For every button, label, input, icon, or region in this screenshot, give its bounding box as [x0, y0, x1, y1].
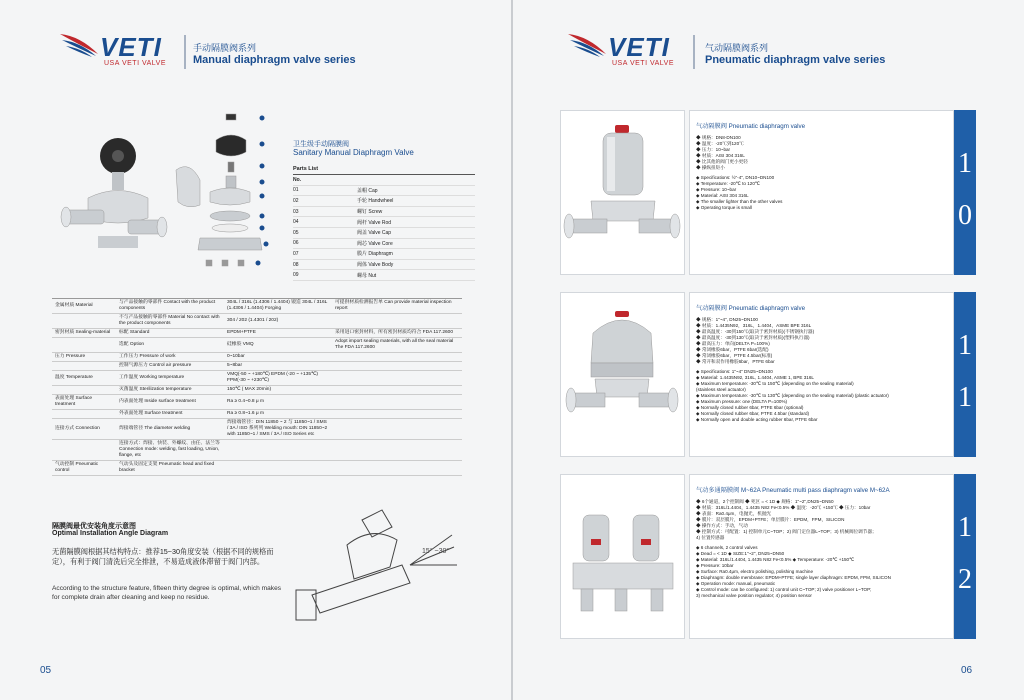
parts-list: [293, 164, 475, 281]
part-name: 阀芯 Valve Core: [357, 240, 393, 247]
spec-cell: [332, 377, 462, 379]
part-number: 05: [293, 229, 299, 236]
spec-line: ◆ Temperature: -20℃ to 120℃: [696, 181, 761, 186]
multi-pass-valve-image: [561, 475, 684, 638]
spec-line: ◆ Specifications: ½"-4", DN10~DN100: [696, 175, 775, 180]
spec-row: [52, 353, 462, 362]
sanitary-title-cn: 卫生级手动隔膜阀: [293, 141, 349, 148]
spec-cell: Adopt import sealing materials, with all the seal material The FDA 117.2600: [335, 339, 454, 350]
logo-sub: USA VETI VALVE: [612, 60, 674, 67]
spec-line: ◆ 常闭橡胶6bar，PTFE 6bar(选配): [696, 347, 769, 352]
parts-list-col-header: [293, 175, 475, 186]
spec-cell: [332, 449, 462, 451]
series-title-en: Pneumatic diaphragm valve series: [705, 54, 886, 66]
page-number-left: 05: [40, 665, 52, 676]
part-number: 06: [293, 240, 299, 247]
spec-line: 3) mechanical valve position regulator; 4) position sensor: [696, 593, 812, 598]
spec-line: ◆ Maximum pressure: one (DELTA P=100%): [696, 399, 788, 404]
product-card-10: [560, 110, 976, 275]
product-tab-11: [954, 292, 976, 457]
tab-digit: 0: [958, 200, 972, 231]
spec-cell: [332, 320, 462, 322]
logo-brand: VETI: [100, 32, 162, 62]
tab-digit: 1: [958, 512, 972, 543]
product-card-12: [560, 474, 976, 639]
spec-line: ◆ 规格：DN8-DN100: [696, 135, 741, 140]
spec-line: ◆ 操作方式：手动，气动: [696, 523, 748, 528]
spec-line: ◆ 最高温度：-30到150℃(取决于密封材质)(不锈钢执行器): [696, 329, 815, 334]
spec-cell: [52, 320, 116, 322]
tab-digit: 1: [958, 382, 972, 413]
spec-cell: 灭菌温度 Sterilization temperature: [119, 387, 192, 392]
angle-description-en: According to the structure feature, fifteen thirty degree is optimal, which makes for complete drain after cleaning and keep no residue.: [52, 585, 282, 601]
spec-cell: [52, 389, 116, 391]
product-image-box: [560, 110, 685, 275]
spec-line: ◆ 规格：1"~4", DN25~DN100: [696, 317, 758, 322]
part-name: 螺母 Nut: [357, 272, 377, 279]
installation-angle-diagram: [292, 505, 462, 630]
part-number: 01: [293, 187, 299, 194]
spec-line: ◆ 常开和双作用橡胶6bar，PTFE 6bar: [696, 359, 775, 364]
product-tab-12: [954, 474, 976, 639]
spec-cell: [224, 467, 332, 469]
spec-cell: VMQ(-50 ~ +180℃) EPDM (-20 ~ +135℃) FPM(-30 ~ +230℃): [227, 372, 319, 383]
spec-line: ◆ 6个通道，2个控制阀 ◆ 死区 = < 1D ◆ 规格：1"~2",DN25~DN50: [696, 499, 834, 504]
part-name: 手轮 Handwheel: [357, 198, 394, 205]
spec-cell: Ra ≥ 0.8~1.6 μ m: [227, 411, 264, 416]
spec-row: [52, 461, 462, 476]
parts-list-header: Parts List: [293, 164, 475, 175]
spec-cell: [332, 467, 462, 469]
part-name: 阀杆 Valve Rod: [357, 219, 392, 226]
spec-cell: [332, 413, 462, 415]
spec-line: ◆ Dead = < 1D ◆ SIZE:1"~2", DN25~DN50: [696, 551, 785, 556]
spec-line: ◆ 6 channels, 2 control valves: [696, 545, 758, 550]
spec-cell: [332, 401, 462, 403]
spec-line: ◆ Normally closed rubber 6bar, PTFE 4.5bar (standard): [696, 411, 810, 416]
logo-sub: USA VETI VALVE: [104, 60, 166, 67]
spec-cell: [332, 365, 462, 367]
angle-diagram-title-en: Optimal Installation Angle Diagram: [52, 530, 169, 537]
spec-cell: 工作压力 Pressure of work: [119, 354, 176, 359]
spec-line: ◆ Operation mode: manual, pneumatic: [696, 581, 776, 586]
series-title-cn: 手动隔膜阀系列: [193, 43, 257, 53]
angle-diagram-title-cn: 隔膜阀最优安装角度示意图: [52, 523, 136, 530]
tab-digit: 1: [958, 148, 972, 179]
spec-line: ◆ Maximum temperature: -30℃ to 150℃ (depending on the sealing material): [696, 381, 854, 386]
veti-swoosh-icon: [566, 32, 610, 58]
spec-table: [52, 298, 462, 476]
parts-row: [293, 239, 475, 250]
spec-cell: 表面处理 Surface treatment: [55, 396, 93, 407]
part-number: 03: [293, 208, 299, 215]
spec-row: [52, 419, 462, 440]
product-spec-lines: [696, 499, 946, 599]
product-title: 气动隔膜阀 Pneumatic diaphragm valve: [696, 305, 806, 312]
spec-row: [52, 299, 462, 314]
spec-line: ◆ 材质：AISI 304 316L: [696, 153, 745, 158]
spec-cell: EPDM+PTFE: [227, 330, 256, 335]
spec-cell: 0~10bar: [227, 354, 245, 359]
spec-row: [52, 362, 462, 371]
exploded-view-image: [170, 110, 270, 275]
part-name: 螺钉 Screw: [357, 209, 383, 216]
spec-line: ◆ Surface: Ra0.4μm, electro polishing, polishing machine: [696, 569, 813, 574]
spec-line: ◆ Material: 1.4435N92, 316L, 1.4404, ASME 1, BPE 316L: [696, 375, 814, 380]
parts-row: [293, 270, 475, 281]
spec-cell: 内表面处理 Inside surface treatment: [119, 399, 196, 404]
veti-logo-right: [566, 28, 686, 68]
spec-cell: Ra ≥ 0.4~0.8 μ m: [227, 399, 264, 404]
spec-line: ◆ 最高温度：-30到130℃(取决于密封材质)(塑料执行器): [696, 335, 810, 340]
product-image-box: [560, 474, 685, 639]
spec-line: ◆ The smaller lighter than the other valves: [696, 199, 783, 204]
spec-cell: 304L / 316L (1.4306 / 1.4404) 锻造 304L / 316L (1.4306 / 1.4404) Forging: [227, 300, 328, 311]
spec-cell: 温度 Temperature: [55, 375, 93, 380]
spec-line: (stainless steel actuator): [696, 387, 746, 392]
spec-line: ◆ Diaphragm: double membrane: EPDM+PTFE; single layer diaphragm: EPDM, FPM, SILICON: [696, 575, 891, 580]
veti-logo: [58, 28, 178, 68]
header-divider: [184, 35, 186, 69]
spec-line: ◆ Pressure: 10~bar: [696, 187, 737, 192]
spec-row: [52, 386, 462, 395]
spec-line: ◆ Operating torque is small: [696, 205, 752, 210]
spec-line: ◆ 膜片：双层膜片，EPDM+PTFE；单层膜片：EPDM，FPM，SILICON: [696, 517, 845, 522]
series-title-cn: 气动隔膜阀系列: [705, 43, 769, 53]
spec-cell: 硅橡胶 VMQ: [227, 342, 254, 347]
spec-cell: 连接方式：焊接、快装、外螺纹、由任、法兰等 Connection mode: welding, fast loading, Union, flange, etc: [119, 441, 220, 458]
spec-cell: 气动头及固定支架 Pneumatic head and fixed bracket: [119, 462, 215, 473]
spec-cell: [224, 449, 332, 451]
parts-row: [293, 196, 475, 207]
spec-line: ◆ 控制方式：可配置：1) 控制单元C~TOP；2) 阀门定位器L~TOP；3) 机械阀位调节器；: [696, 529, 877, 534]
pneumatic-valve-image: [561, 293, 684, 456]
spec-cell: [52, 413, 116, 415]
right-page: [513, 0, 1024, 700]
spec-line: ◆ 最高压力：单向(DELTA P=100%): [696, 341, 770, 346]
angle-label: 15° ~30°: [422, 548, 450, 555]
spec-line: ◆ 表面：Ra0.4μm，电抛光，机抛光: [696, 511, 772, 516]
product-title: 气动多通隔膜阀 M~62A Pneumatic multi pass diaphragm valve M~62A: [696, 487, 890, 494]
product-text-box: [689, 292, 954, 457]
spec-cell: 控制气源压力 Control air pressure: [119, 363, 192, 368]
spec-line: ◆ 材质：1.4435N92，316L，1.4404，ASME BPE 316L: [696, 323, 812, 328]
spec-cell: 气动控制 Pneumatic control: [55, 462, 99, 473]
parts-row: [293, 228, 475, 239]
product-image-box: [560, 292, 685, 457]
spec-line: ◆ Normally closed rubber 6bar, PTFE 6bar (optional): [696, 405, 804, 410]
spec-line: ◆ Normally open and double acting rubber 6bar, PTFE 6bar: [696, 417, 818, 422]
spec-line: ◆ Pressure: 10bar: [696, 563, 734, 568]
spec-cell: 与产品接触的零部件 Contact with the product components: [119, 300, 216, 311]
sanitary-title-en: Sanitary Manual Diaphragm Valve: [293, 148, 414, 157]
spec-line: ◆ 温度：-20℃到120℃: [696, 141, 744, 146]
product-card-11: [560, 292, 976, 457]
veti-swoosh-icon: [58, 32, 102, 58]
spec-line: 4) 位置传感器: [696, 535, 725, 540]
spec-cell: 不与产品接触的零部件 Material No contact with the product components: [119, 315, 220, 326]
tab-digit: 2: [958, 564, 972, 595]
spec-cell: 标配 Standard: [119, 330, 150, 335]
angle-description-cn: 无菌隔膜阀根据其结构特点：推荐15~30角度安装（根据不同的规格而定），有利于阀门清洗后完全排泄，不易造成液体滞留于阀门内部。: [52, 547, 274, 566]
parts-row: [293, 260, 475, 271]
spec-cell: 连接方式 Connection: [55, 426, 100, 431]
left-page: [0, 0, 511, 700]
product-spec-lines: [696, 317, 946, 423]
spec-cell: 150℃ ( MAX 20min): [227, 387, 272, 392]
spec-line: ◆ Control mode: can be configured: 1) control unit C~TOP; 2) valve positioner L~TOP;: [696, 587, 872, 592]
pneumatic-valve-image: [561, 111, 684, 274]
part-number: 02: [293, 197, 299, 204]
spec-cell: 5~8bar: [227, 363, 243, 368]
spec-cell: [332, 356, 462, 358]
header-divider: [693, 35, 695, 69]
spec-line: ◆ 操纵扭矩小: [696, 165, 725, 170]
part-number: 08: [293, 261, 299, 268]
spec-cell: [52, 344, 116, 346]
parts-row: [293, 217, 475, 228]
spec-cell: [332, 389, 462, 391]
parts-row: [293, 207, 475, 218]
spec-row: [52, 314, 462, 329]
spec-line: ◆ Material: AISI 304 316L: [696, 193, 749, 198]
product-text-box: [689, 474, 954, 639]
spec-line: ◆ 常闭橡胶6bar，PTFE 4.5bar(标准): [696, 353, 773, 358]
parts-col-no: No.: [293, 176, 302, 183]
spec-line: ◆ 材质：316L/1.4404，1.4435 N82 Fe<0.5% ◆ 温度：-20℃ +150℃ ◆ 压力：10bar: [696, 505, 871, 510]
spec-row: [52, 329, 462, 338]
spec-cell: [52, 365, 116, 367]
tab-digit: 1: [958, 330, 972, 361]
spec-cell: 焊接端管径：DIN 11850 ~ 2 与 11850~1 / SMS / 3A / ISO 系列列 Welding mouth: DIN 11850~2 with 11850~1 / SMS / 3A / ISO Series etc: [227, 420, 328, 437]
spec-row: [52, 440, 462, 461]
part-number: 09: [293, 272, 299, 279]
spec-line: ◆ Material: 316L/1.4404, 1.4435 N82 Fe<0.5% ◆ Temperature: -20℃ +150℃: [696, 557, 855, 562]
spec-cell: 压力 Pressure: [55, 354, 86, 359]
spec-row: [52, 371, 462, 386]
product-title: 气动隔膜阀 Pneumatic diaphragm valve: [696, 123, 806, 130]
series-title-en: Manual diaphragm valve series: [193, 54, 356, 66]
spec-cell: 密封材质 Sealing-material: [55, 330, 111, 335]
product-tab-10: [954, 110, 976, 275]
spec-cell: [332, 428, 462, 430]
part-name: 阀体 Valve Body: [357, 262, 394, 269]
spec-cell: 工作温度 Working temperature: [119, 375, 185, 380]
spec-line: ◆ 压力：10~bar: [696, 147, 731, 152]
logo-brand: VETI: [608, 32, 670, 62]
product-spec-lines: [696, 135, 946, 211]
spec-cell: 外表面处理 Surface treatment: [119, 411, 183, 416]
spec-cell: [52, 449, 116, 451]
page-number-right: 06: [961, 665, 973, 676]
spec-line: ◆ Maximum temperature: -30℃ to 130℃ (depending on the sealing material) (plastic actuator): [696, 393, 889, 398]
spec-line: ◆ Specifications: 1"~4" DN25~DN100: [696, 369, 773, 374]
spec-cell: 焊接端管径 The diameter welding: [119, 426, 191, 431]
spec-cell: 采用进口密封材料，所有密封材质均符合 FDA 117.2600: [335, 330, 453, 335]
spec-cell: 金属材质 Material: [55, 303, 93, 308]
spec-row: [52, 395, 462, 410]
part-name: 盖帽 Cap: [357, 187, 378, 194]
manual-diaphragm-valve-image: [58, 128, 168, 268]
spec-cell: 可提供材质检测报告单 Can provide material inspection report: [335, 300, 452, 311]
spec-line: ◆ 比其他的阀门更小更轻: [696, 159, 748, 164]
spec-cell: 选配 Option: [119, 342, 145, 347]
parts-row: [293, 249, 475, 260]
part-number: 04: [293, 219, 299, 226]
parts-row: [293, 186, 475, 197]
product-text-box: [689, 110, 954, 275]
spec-row: [52, 338, 462, 353]
part-number: 07: [293, 250, 299, 257]
spec-row: [52, 410, 462, 419]
part-name: 膜片 Diaphragm: [357, 251, 393, 258]
spec-cell: 304 / 202 (1.4301 / 202): [227, 318, 279, 323]
part-name: 阀盖 Valve Cap: [357, 230, 392, 237]
